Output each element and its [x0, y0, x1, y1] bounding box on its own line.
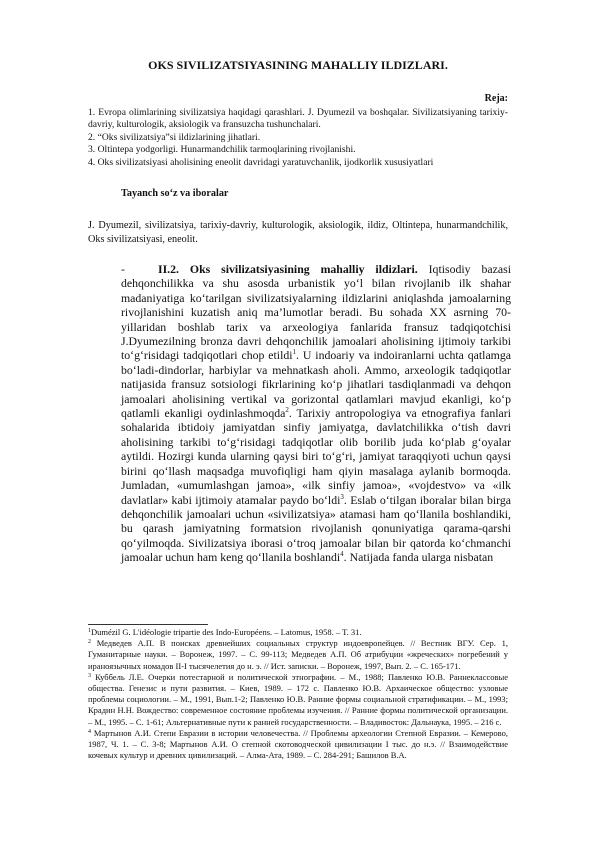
keywords-text: J. Dyumezil, sivilizatsiya, tarixiy-davriy, kulturologik, aksiologik, ildiz, Oltintepa, hunarmandchilik, Oks sivilizatsiyasi, eneolit.	[88, 220, 508, 245]
keywords-heading: Tayanch so‘z va iboralar	[121, 188, 229, 199]
footnote-ref[interactable]: 4	[340, 550, 344, 559]
footnote	[88, 728, 508, 762]
footnote-text: Dumézil G. L'idéologie tripartie des Indo-Européens. – Latomus, 1958. – T. 31.	[91, 627, 362, 637]
paragraph-text: Iqtisodiy bazasi dehqonchilikka va shu asosda urbanistik yo‘l bilan rivojlanib ilk shahar madaniyatiga ko‘tarilgan sivilizatsiyalarning ildizlarini aniqlashda jamoalarning rivojlanishini kuzatish aniq ma’lumotlar beradi. Bu sohada XX asrning 70-yillaridan boshlab tarix va arxeologiya fanlarida fransuz tadqiqotchisi J.Dyumezilning bronza davri dehqonchilik jamoalari aholisining ijtimoiy tarkibi to‘g‘risidagi tadqiqotlari chop etildi	[121, 262, 511, 363]
footnote-mark: 3	[88, 672, 91, 679]
paragraph-text: . Eslab o‘tilgan iboralar bilan birga dehqonchilik jamoalari uchun «sivilizatsiya» atamasi ham qo‘llanila boshlandiki, bu qarash jamiyatning formatsion rivojlanish qonuniyatiga qarama-qarshi qo‘yilmoqda. Sivilizatsiya iborasi o‘troq jamoalar bilan bir qatorda ko‘chmanchi jamoalar uchun ham keng qo‘llanila boshlandi	[121, 492, 511, 565]
footnote	[88, 627, 508, 638]
list-dash: -	[121, 262, 125, 276]
page-title: OKS SIVILIZATSIYASINING MAHALLIY ILDIZLARI.	[148, 58, 448, 72]
footnote-text: Медведев А.П. В поисках древнейших социальных структур индоевропейцев. // Вестник ВГУ. Сер. 1, Гуманитарные науки. – Воронеж, 1997. – С. 99-113; Медведев А.П. Об атрибуции «жреческих» погребений у ираноязычных номадов II-I тысячелетия до н. э. // Ист. записки. – Воронеж, 1997, Вып. 2. – С. 165-171.	[88, 638, 508, 671]
paragraph-text: . Tarixiy antropologiya va etnografiya fanlari sohalarida ibtidoiy jamiyatdan sinfiy jamiyatga, davlatchilikka o‘tish davri aholisining tarkibi to‘g‘risidagi tadqiqotlar olib borilib juda ko‘plab g‘oyalar aytildi. Hozirgi kunda ularning qaysi biri to‘g‘ri, jamiyat taraqqiyoti uchun qaysi birini qo‘llash maqsadga muvofiqligi ham qiyin masalaga aylanib bormoqda. Jumladan, «umumlashgan jamoa», «ilk sinfiy jamoa», «vojdestvo» va «ilk davlatlar» kabi ijtimoiy atamalar paydo bo‘ldi	[121, 406, 511, 507]
footnote-ref[interactable]: 1	[292, 348, 297, 357]
footnote-ref[interactable]: 2	[285, 406, 289, 415]
footnote-mark: 4	[88, 728, 91, 735]
footnote	[88, 638, 508, 672]
footnote	[88, 672, 508, 728]
main-paragraph	[121, 262, 511, 565]
plan-heading: Reja:	[484, 93, 508, 104]
paragraph-text: . Natijada fanda ularga nisbatan	[343, 550, 494, 565]
footnote-divider	[88, 624, 208, 625]
footnote-mark: 1	[88, 628, 91, 634]
plan-item: 4. Oks sivilizatsiyasi aholisining eneolit davridagi yaratuvchanlik, ijodkorlik xususiyatlari	[88, 156, 434, 168]
plan-item: 3. Oltintepa yodgorligi. Hunarmandchilik tarmoqlarining rivojlanishi.	[88, 144, 356, 156]
section-heading: II.2. Oks sivilizatsiyasining mahalliy ildizlari.	[158, 262, 418, 276]
plan-list	[88, 107, 508, 169]
plan-item: 1. Evropa olimlarining sivilizatsiya haqidagi qarashlari. J. Dyumezil va boshqalar. Sivilizatsiyaning tarixiy-davriy, kulturologik, aksiologik va fransuzcha tushunchalari.	[88, 107, 508, 131]
footnotes	[88, 627, 508, 761]
plan-item: 2. “Oks sivilizatsiya”si ildizlarining jihatlari.	[88, 131, 261, 143]
footnote-text: Куббель Л.Е. Очерки потестарной и политической этнографии. – М., 1988; Павленко Ю.В. Раннеклассовые общества. Генезис и пути развития. – Киев, 1989. – 172 с. Павленко Ю.В. Архаическое общество: узловые проблемы социологии. – М., 1991, Вып.1-2; Павленко Ю.В. Ранние формы социальной стратификации. – М., 1993; Крадин Н.Н. Вождество: современное состояние проблемы изучения. // Ранние формы политической организации. – М., 1995. – С. 1-61; Альтернативные пути к ранней государственности. – Владивосток: Дальнаука, 1995. – 216 с.	[88, 671, 508, 727]
footnote-mark: 2	[88, 639, 91, 646]
paragraph-text: . U indoariy va indoiranlarni uchta qatlamga bo‘ladi-dindorlar, harbiylar va mehnatkash aholi. Ammo, arxeologik tadqiqotlar natijasida fransuz sotsiologi fikrlarining ko‘p jihatlari tasdiqlanmadi va dehqon jamoalari aholisining vertikal va gorizontal qatlamlari mavjud ekanligi, ko‘p qatlamli ekanligi oydinlashmoqda	[121, 348, 511, 421]
footnote-text: Мартынов А.И. Степи Евразии в истории человечества. // Проблемы археологии Степной Евразии. – Кемерово, 1987, Ч. 1. – С. 3-8; Мартынов А.И. О степной скотоводческой цивилизации I тыс. до н.э. // Взаимодействие кочевых культур и древних цивилизаций. – Алма-Ата, 1989. – С. 284-291; Башилов В.А.	[88, 727, 508, 761]
footnote-ref[interactable]: 3	[340, 492, 344, 501]
